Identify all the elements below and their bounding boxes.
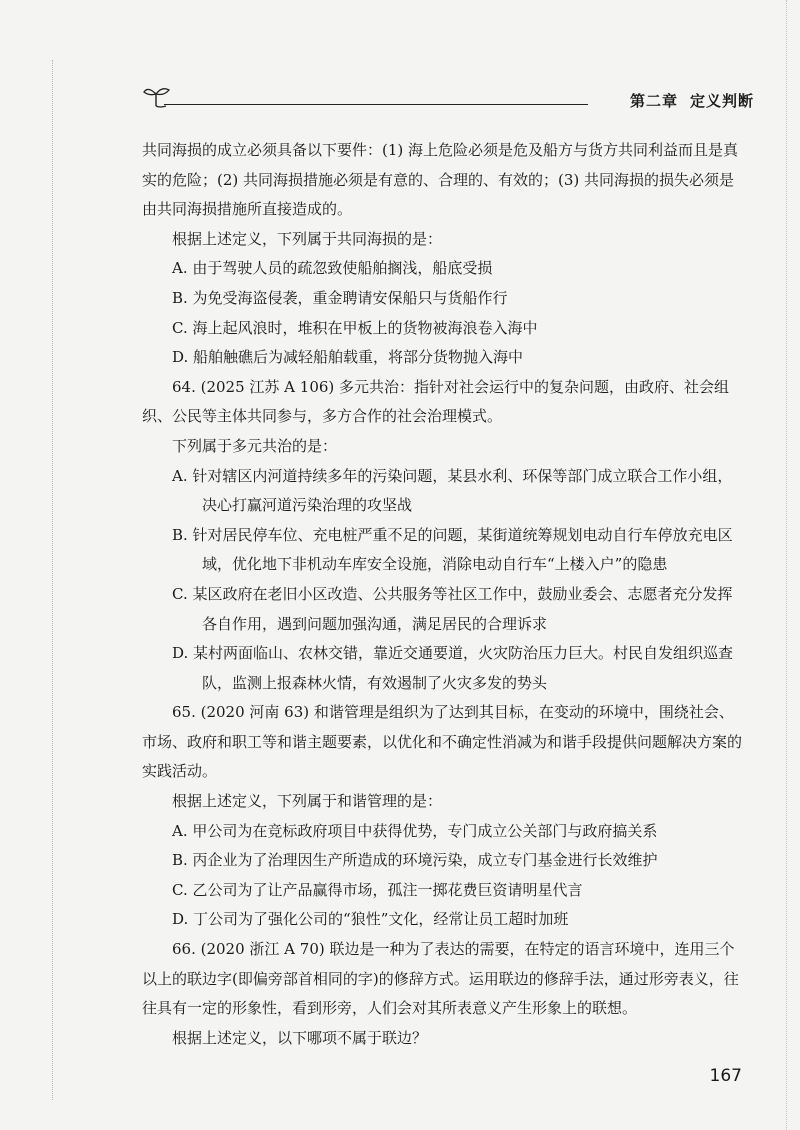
chapter-label: 第二章 <box>629 92 678 110</box>
option-d: D. 某村两面临山、农林交错，靠近交通要道，火灾防治压力巨大。村民自发组织巡查队，监测上报森林火情，有效遏制了火灾多发的势头 <box>172 644 734 692</box>
option-b: B. 丙企业为了治理因生产所造成的环境污染，成立专门基金进行长效维护 <box>172 851 658 870</box>
chapter-title <box>618 90 754 111</box>
question-65: 65. (2020 河南 63) 和谐管理是组织为了达到其目标，在变动的环境中，围绕社会、市场、政府和职工等和谐主题要素，以优化和不确定性消减为和谐手段提供问题解决方案的实践活动。 <box>142 703 743 781</box>
question-prompt: 根据上述定义，以下哪项不属于联边？ <box>172 1028 428 1047</box>
option-c: C. 乙公司为了让产品赢得市场，孤注一掷花费巨资请明星代言 <box>172 880 583 899</box>
question-66: 66. (2020 浙江 A 70) 联边是一种为了表达的需要，在特定的语言环境中，连用三个以上的联边字(即偏旁部首相同的字)的修辞方式。运用联边的修辞手法，通过形旁表义，往往具有一定的形象性，看到形旁，人们会对其所表意义产生形象上的联想。 <box>142 940 739 1018</box>
option-a: A. 由于驾驶人员的疏忽致使船舶搁浅，船底受损 <box>172 259 493 278</box>
header-rule <box>164 104 588 105</box>
option-b: B. 为免受海盗侵袭，重金聘请安保船只与货船作行 <box>172 288 508 307</box>
option-d: D. 丁公司为了强化公司的“狼性”文化，经常让员工超时加班 <box>172 910 569 929</box>
option-c: C. 海上起风浪时，堆积在甲板上的货物被海浪卷入海中 <box>172 318 538 337</box>
question-prompt: 下列属于多元共治的是： <box>172 436 338 455</box>
option-d: D. 船舶触礁后为减轻船舶载重，将部分货物抛入海中 <box>172 348 524 367</box>
option-b: B. 针对居民停车位、充电桩严重不足的问题，某街道统筹规划电动自行车停放充电区域，优化地下非机动车库安全设施，消除电动自行车“上楼入户”的隐患 <box>172 525 733 574</box>
page-number: 167 <box>709 1066 742 1086</box>
paragraph-definition: 共同海损的成立必须具备以下要件：(1) 海上危险必须是危及船方与货方共同利益而且是真实的危险；(2) 共同海损措施必须是有意的、合理的、有效的；(3) 共同海损的损失必须是由共同海损措施所直接造成的。 <box>142 141 739 219</box>
section-label: 定义判断 <box>689 92 754 110</box>
running-header <box>142 82 754 112</box>
question-64: 64. (2025 江苏 A 106) 多元共治：指针对社会运行中的复杂问题，由政府、社会组织、公民等主体共同参与，多方合作的社会治理模式。 <box>142 377 730 426</box>
binding-edge <box>52 60 54 1100</box>
question-prompt: 根据上述定义，下列属于共同海损的是： <box>172 229 443 248</box>
question-prompt: 根据上述定义，下列属于和谐管理的是： <box>172 792 443 811</box>
option-c: C. 某区政府在老旧小区改造、公共服务等社区工作中，鼓励业委会、志愿者充分发挥各自作用，遇到问题加强沟通，满足居民的合理诉求 <box>172 584 733 633</box>
option-a: A. 甲公司为在竞标政府项目中获得优势，专门成立公关部门与政府搞关系 <box>172 821 658 840</box>
page-body <box>142 136 742 1053</box>
page-edge <box>786 0 788 1130</box>
option-a: A. 针对辖区内河道持续多年的污染问题，某县水利、环保等部门成立联合工作小组，决心打赢河道污染治理的攻坚战 <box>172 466 733 515</box>
